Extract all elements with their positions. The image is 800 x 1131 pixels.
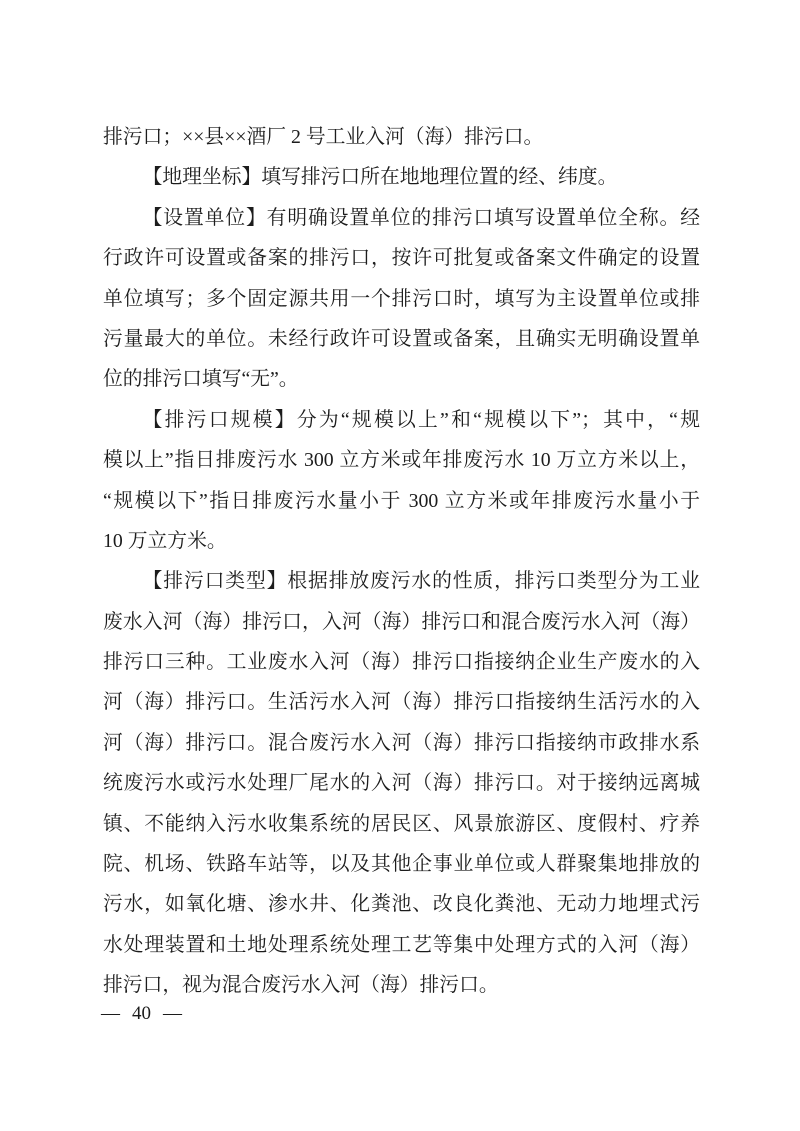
text-line: 【地理坐标】填写排污口所在地地理位置的经、纬度。: [142, 166, 618, 189]
text-line: 镇、不能纳入污水收集系统的居民区、风景旅游区、度假村、疗养: [103, 812, 700, 835]
text-line: 【排污口规模】分为“规模以上”和“规模以下”；其中，“规: [142, 408, 700, 431]
text-line: 废水入河（海）排污口，入河（海）排污口和混合废污水入河（海）: [103, 610, 700, 633]
text-line: “规模以下”指日排废污水量小于 300 立方米或年排废污水量小于: [103, 489, 700, 512]
text-line: 污量最大的单位。未经行政许可设置或备案，且确实无明确设置单: [103, 327, 700, 350]
text-line: 单位填写；多个固定源共用一个排污口时，填写为主设置单位或排: [103, 287, 700, 310]
text-line: 院、机场、铁路车站等，以及其他企事业单位或人群聚集地排放的: [103, 853, 700, 876]
text-line: 位的排污口填写“无”。: [103, 368, 299, 391]
text-line: 10 万立方米。: [103, 529, 227, 552]
footer-dash-left: —: [101, 1003, 120, 1024]
para-setting-unit: [103, 198, 700, 400]
para-outlet-scale: [103, 400, 700, 562]
text-line: 河（海）排污口。生活污水入河（海）排污口指接纳生活污水的入: [103, 691, 700, 714]
footer-dash-right: —: [163, 1003, 182, 1024]
para-example-continuation: [103, 117, 700, 157]
page-number: 40: [132, 1003, 151, 1024]
text-line: 排污口；××县××酒厂 2 号工业入河（海）排污口。: [103, 126, 544, 148]
text-line: 河（海）排污口。混合废污水入河（海）排污口指接纳市政排水系: [103, 731, 700, 754]
text-line: 统废污水或污水处理厂尾水的入河（海）排污口。对于接纳远离城: [103, 772, 700, 795]
text-line: 排污口，视为混合废污水入河（海）排污口。: [103, 974, 499, 997]
document-body: [103, 117, 700, 1006]
text-line: 模以上”指日排废污水 300 立方米或年排废污水 10 万立方米以上，: [103, 449, 700, 472]
para-outlet-type: [103, 561, 700, 1005]
page-footer: [101, 1001, 182, 1027]
text-line: 行政许可设置或备案的排污口，按许可批复或备案文件确定的设置: [103, 247, 700, 270]
text-line: 排污口三种。工业废水入河（海）排污口指接纳企业生产废水的入: [103, 651, 700, 674]
text-line: 水处理装置和土地处理系统处理工艺等集中处理方式的入河（海）: [103, 933, 700, 956]
text-line: 【排污口类型】根据排放废污水的性质，排污口类型分为工业: [142, 570, 700, 593]
text-line: 污水，如氧化塘、渗水井、化粪池、改良化粪池、无动力地埋式污: [103, 893, 700, 916]
text-line: 【设置单位】有明确设置单位的排污口填写设置单位全称。经: [142, 206, 700, 229]
para-geographic-coordinates: [103, 157, 700, 197]
